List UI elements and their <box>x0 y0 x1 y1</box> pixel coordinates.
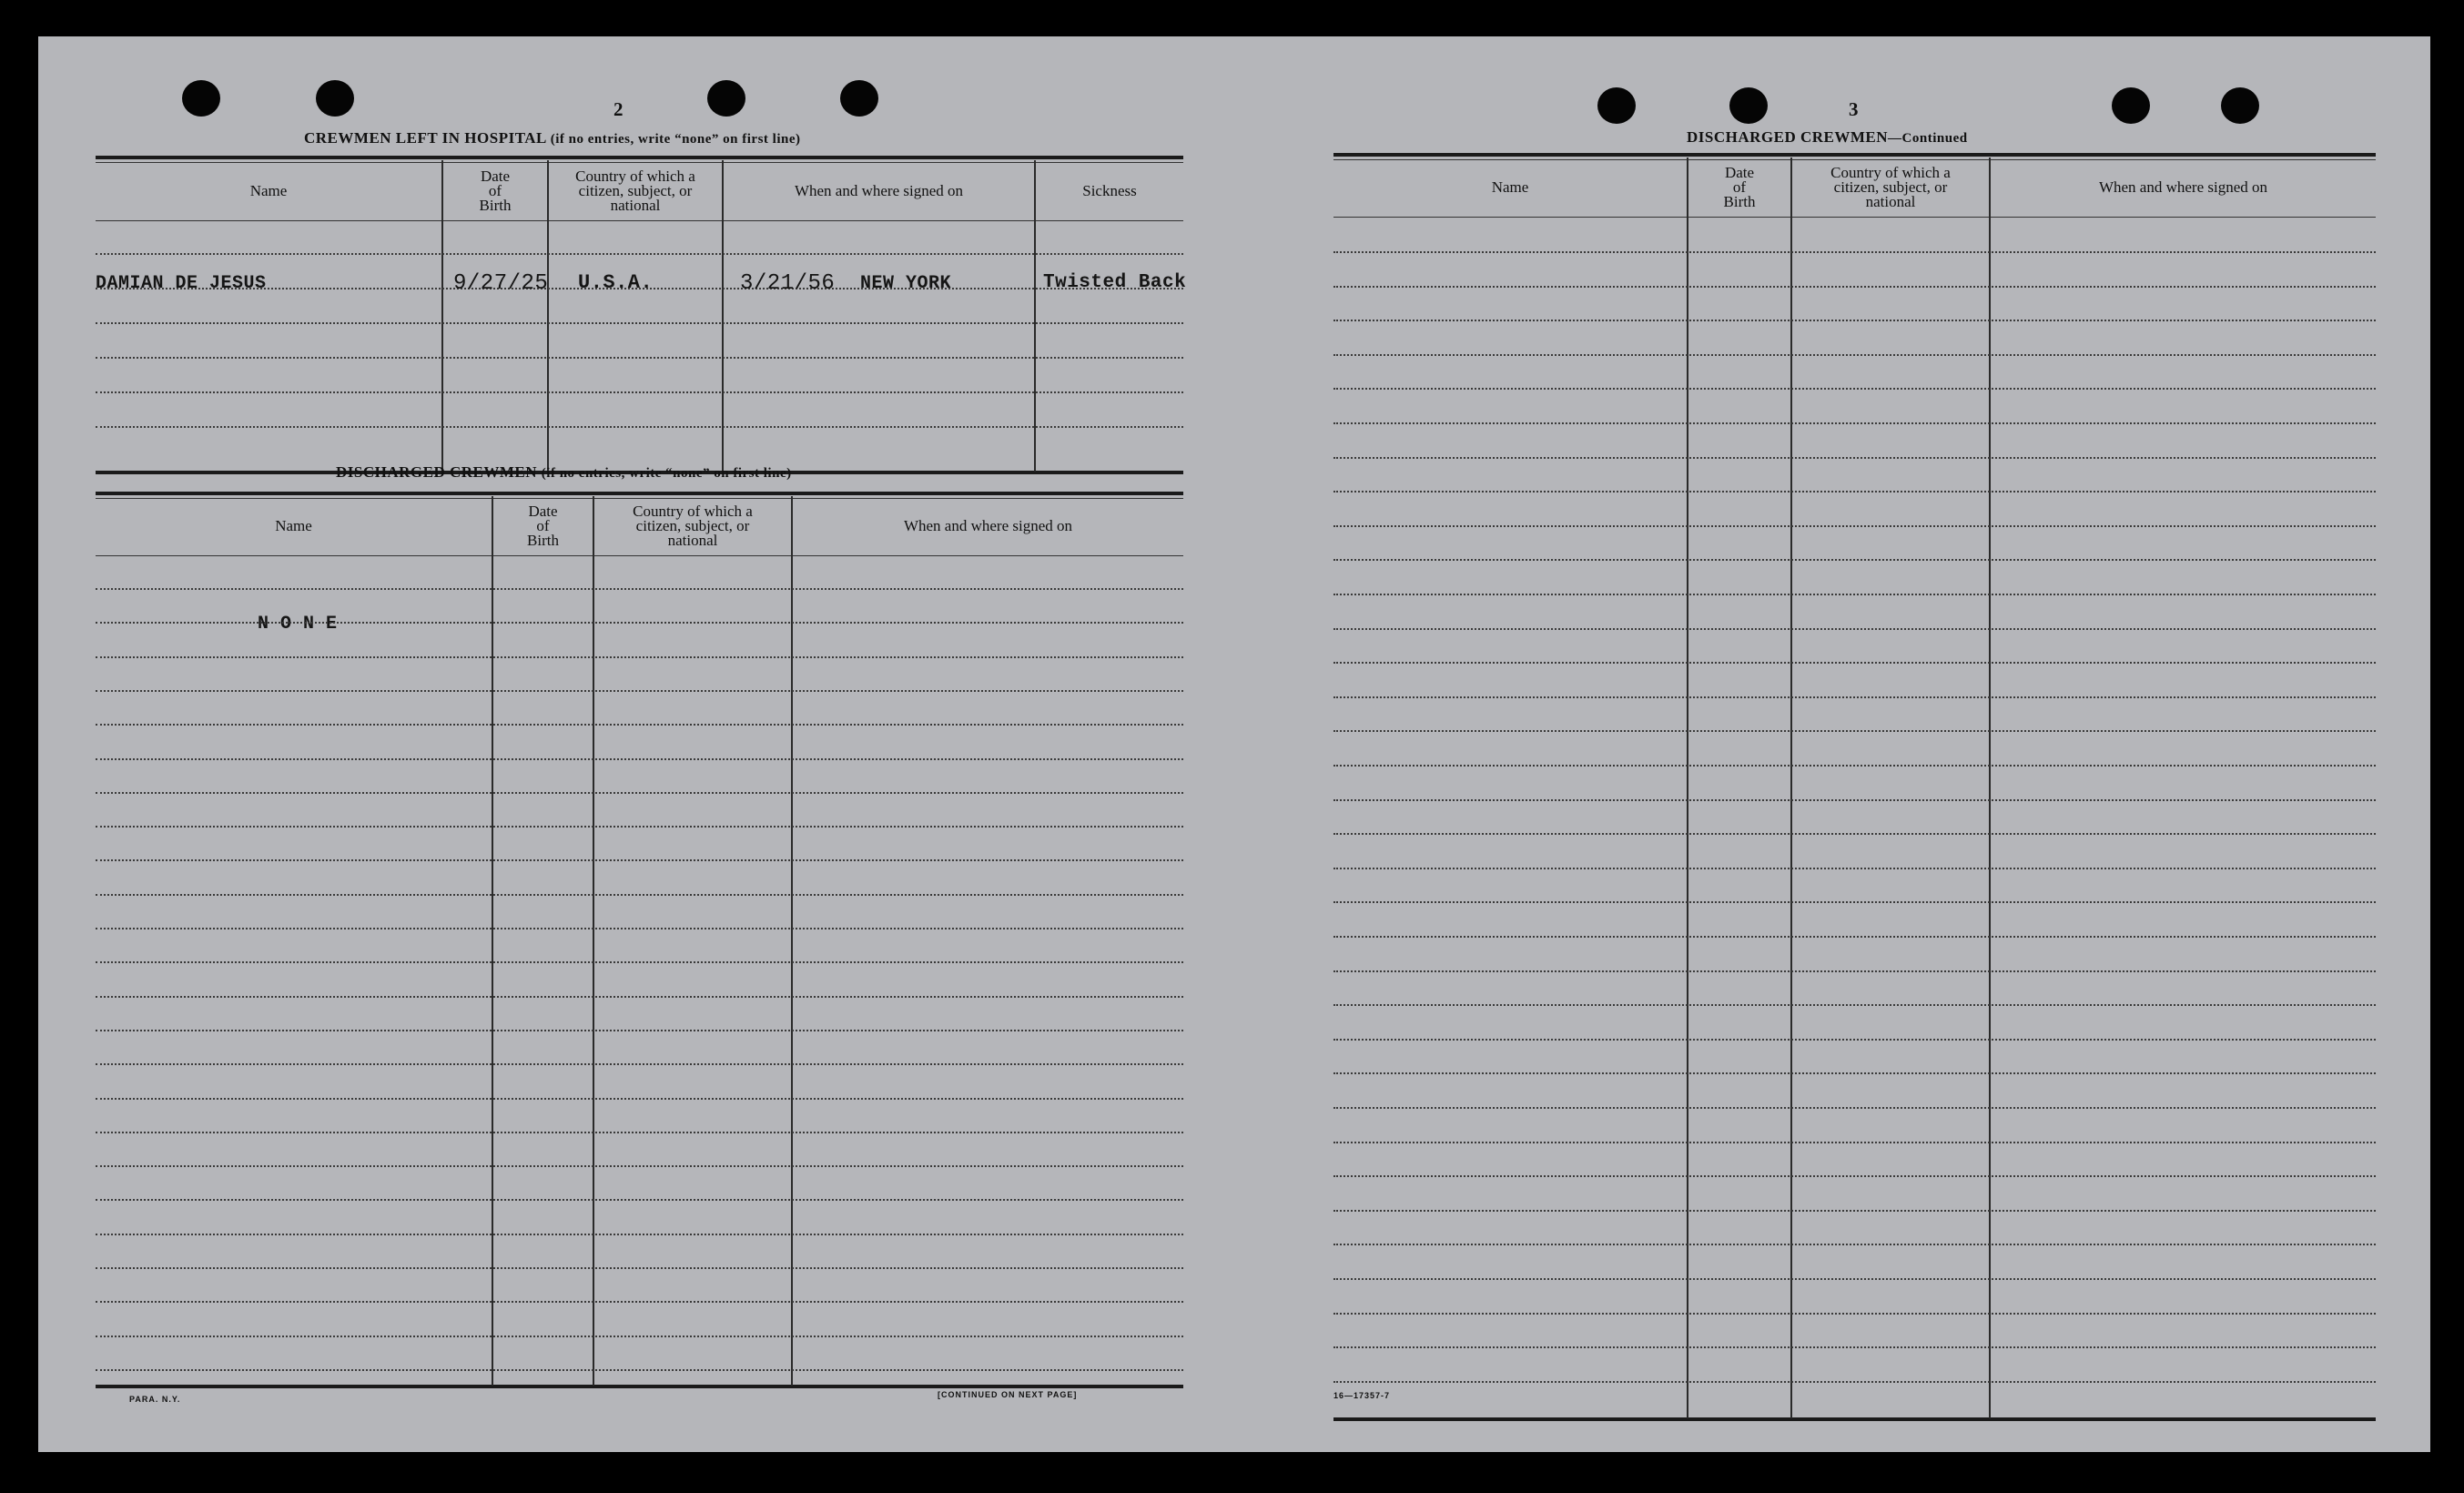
row-line <box>96 996 1183 998</box>
row-line <box>96 391 1183 393</box>
form-number: 16—17357-7 <box>1333 1391 1391 1400</box>
row-line <box>1333 491 2376 493</box>
row-line <box>1333 799 2376 801</box>
table-top-rule <box>96 156 1183 159</box>
punch-hole <box>707 80 745 117</box>
left-page <box>38 36 1240 1452</box>
column-header-name: Name <box>249 181 288 199</box>
right-page <box>1240 36 2430 1452</box>
punch-hole <box>1597 87 1636 124</box>
row-line <box>96 928 1183 929</box>
table-top-rule <box>1333 153 2376 157</box>
column-header-name: Name <box>275 517 312 534</box>
form-sheet <box>38 36 2430 1452</box>
row-line <box>96 357 1183 359</box>
punch-hole <box>316 80 354 117</box>
row-line <box>96 1165 1183 1167</box>
row-line <box>96 588 1183 590</box>
row-line <box>96 1336 1183 1337</box>
row-line <box>1333 525 2376 527</box>
row-line <box>1333 1210 2376 1212</box>
row-line <box>1333 594 2376 595</box>
row-line <box>96 253 1183 255</box>
signed-on-date: 3/21/56 <box>740 271 836 296</box>
row-line <box>96 1199 1183 1201</box>
row-line <box>1333 251 2376 253</box>
hospital-table <box>96 156 1187 474</box>
row-line <box>1333 730 2376 732</box>
continued-note: [CONTINUED ON NEXT PAGE] <box>938 1390 1078 1399</box>
discharged-table <box>96 492 1183 1388</box>
header-bottom-rule <box>96 220 1183 221</box>
row-line <box>1333 354 2376 356</box>
row-line <box>1333 1244 2376 1245</box>
row-line <box>1333 833 2376 835</box>
row-line <box>96 1301 1183 1303</box>
hospital-title-note: (if no entries, write “none” on first line) <box>550 132 801 147</box>
row-line <box>96 792 1183 794</box>
column-divider <box>1687 157 1688 1418</box>
punch-hole <box>182 80 220 117</box>
right-section-title <box>1687 128 1968 147</box>
punch-hole <box>2221 87 2259 124</box>
right-title-text: DISCHARGED CREWMEN <box>1687 128 1889 146</box>
row-line <box>1333 936 2376 938</box>
column-divider <box>593 496 594 1386</box>
row-line <box>1333 286 2376 288</box>
row-line <box>96 622 1183 624</box>
crewman-country: U.S.A. <box>578 271 654 294</box>
discharged-none-entry: N O N E <box>258 614 338 635</box>
column-header-dob: Date of Birth <box>479 167 512 214</box>
column-header-name: Name <box>1491 178 1529 196</box>
row-line <box>1333 559 2376 561</box>
discharged-title-text: DISCHARGED CREWMEN <box>336 463 538 481</box>
row-line <box>96 1030 1183 1031</box>
column-header-country: Country of which a citizen, subject, or national <box>1830 164 1951 210</box>
row-line <box>96 961 1183 963</box>
punch-hole <box>2112 87 2150 124</box>
right-title-continued: —Continued <box>1888 131 1968 146</box>
row-line <box>1333 1142 2376 1143</box>
column-divider <box>791 496 793 1386</box>
discharged-title-note: (if no entries, write “none” on first line) <box>541 466 792 481</box>
row-line <box>96 859 1183 861</box>
row-line <box>1333 868 2376 869</box>
row-line <box>96 724 1183 726</box>
discharged-section-title <box>336 463 792 482</box>
page-number: 3 <box>1849 98 1859 120</box>
row-line <box>1333 696 2376 698</box>
column-divider <box>492 496 493 1386</box>
row-line <box>1333 1313 2376 1315</box>
crewman-dob: 9/27/25 <box>453 271 549 296</box>
row-line <box>1333 1004 2376 1006</box>
row-line <box>1333 970 2376 972</box>
row-line <box>96 1132 1183 1133</box>
sickness-value: Twisted Back <box>1043 272 1187 293</box>
row-line <box>1333 1039 2376 1041</box>
column-header-dob: Date of Birth <box>1723 164 1756 210</box>
column-divider <box>1989 157 1991 1418</box>
hospital-title-text: CREWMEN LEFT IN HOSPITAL <box>304 129 546 147</box>
row-line <box>1333 901 2376 903</box>
row-line <box>96 1063 1183 1065</box>
printer-mark: PARA. N.Y. <box>129 1395 181 1404</box>
row-line <box>96 1267 1183 1269</box>
header-bottom-rule <box>1333 217 2376 218</box>
page-number: 2 <box>613 98 624 120</box>
row-line <box>1333 422 2376 424</box>
row-line <box>1333 628 2376 630</box>
row-line <box>96 322 1183 324</box>
column-header-signed-on: When and where signed on <box>794 181 964 199</box>
row-line <box>1333 1381 2376 1383</box>
row-line <box>96 826 1183 828</box>
row-line <box>1333 662 2376 664</box>
punch-hole <box>840 80 878 117</box>
row-line <box>96 426 1183 428</box>
row-line <box>96 656 1183 658</box>
table-bottom-rule <box>1333 1417 2376 1421</box>
row-line <box>1333 765 2376 767</box>
header-bottom-rule <box>96 555 1183 556</box>
row-line <box>1333 457 2376 459</box>
column-header-signed-on: When and where signed on <box>2098 178 2268 196</box>
row-line <box>96 1234 1183 1235</box>
column-header-signed-on: When and where signed on <box>903 517 1073 534</box>
row-line <box>1333 1072 2376 1074</box>
row-line <box>1333 1346 2376 1348</box>
column-header-dob: Date of Birth <box>527 503 559 549</box>
row-line <box>96 1369 1183 1371</box>
signed-on-place: NEW YORK <box>860 273 952 294</box>
column-header-sickness: Sickness <box>1082 181 1137 199</box>
crewman-name: DAMIAN DE JESUS <box>96 273 267 294</box>
row-line <box>1333 320 2376 321</box>
table-bottom-rule <box>96 1385 1183 1388</box>
row-line <box>96 758 1183 760</box>
row-line <box>1333 1175 2376 1177</box>
column-divider <box>1790 157 1792 1418</box>
row-line <box>1333 1278 2376 1280</box>
hospital-section-title <box>304 129 801 147</box>
row-line <box>1333 1107 2376 1109</box>
punch-hole <box>1729 87 1768 124</box>
column-header-country: Country of which a citizen, subject, or national <box>575 167 695 214</box>
row-line <box>96 690 1183 692</box>
row-line <box>96 894 1183 896</box>
continued-table <box>1333 153 2376 1421</box>
row-line <box>96 1098 1183 1100</box>
row-line <box>1333 388 2376 390</box>
column-header-country: Country of which a citizen, subject, or national <box>633 503 753 549</box>
table-top-rule <box>96 492 1183 495</box>
